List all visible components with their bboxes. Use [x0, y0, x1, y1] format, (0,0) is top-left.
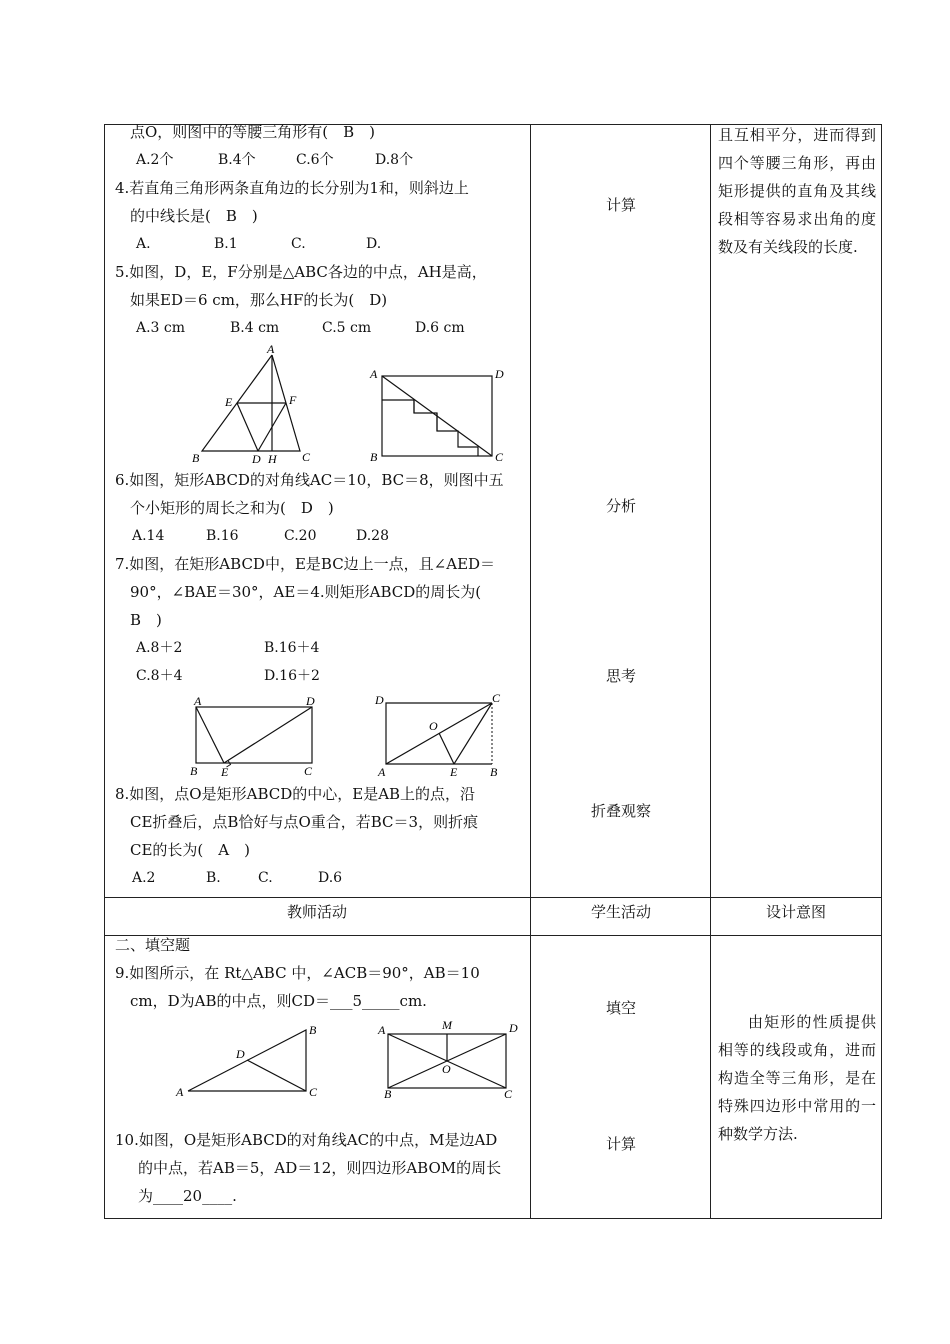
fig8-crease-ce: [454, 703, 492, 764]
q8-line-3: CE的长为( A ): [130, 841, 250, 859]
q4-line-1: 4.若直角三角形两条直角边的长分别为1和，则斜边上: [115, 179, 469, 197]
q5-option-b: B.4 cm: [230, 320, 280, 336]
q6-line-1: 6.如图，矩形ABCD的对角线AC＝10，BC＝8，则图中五: [115, 471, 504, 489]
q7-line-3: B ): [130, 611, 162, 629]
design-intent-2: [718, 1008, 876, 1148]
fig9-label-d: D: [236, 1047, 245, 1061]
student-activity-calc: 计算: [605, 196, 636, 214]
q6-option-d: D.28: [356, 528, 389, 544]
fig10-label-c: C: [504, 1087, 513, 1100]
design-intent-1-text: 且互相平分，进而得到四个等腰三角形，再由矩形提供的直角及其线段相等容易求出角的度数及有关线段的长度.: [718, 126, 876, 256]
fig8-label-e: E: [450, 765, 458, 779]
q7-line-2: 90°，∠BAE＝30°，AE＝4.则矩形ABCD的周长为(: [130, 583, 482, 601]
fig8-label-o: O: [429, 719, 438, 733]
header-teacher-activity: 教师活动: [286, 903, 347, 921]
fig8-label-b: B: [490, 765, 498, 779]
q7-line-1: 7.如图，在矩形ABCD中，E是BC边上一点，且∠AED＝: [115, 555, 496, 573]
design-intent-1: [718, 121, 876, 261]
q5-line-2: 如果ED＝6 cm，那么HF的长为( D): [130, 291, 388, 309]
q4-option-c: C.: [291, 236, 306, 252]
fig5-label-e: E: [225, 395, 233, 409]
figure-q5-triangle: [190, 343, 320, 465]
fig5-label-a: A: [267, 343, 275, 356]
q4-option-d: D.: [366, 236, 382, 252]
fig7-label-b: B: [190, 764, 198, 778]
q4-line-2: 的中线长是( B ): [130, 207, 258, 225]
q8-option-d: D.6: [318, 870, 343, 886]
q7-option-d: D.16＋2: [264, 668, 320, 684]
fig6-label-d: D: [495, 367, 504, 381]
figure-q6-rectangle: [365, 363, 513, 465]
q6-option-b: B.16: [206, 528, 239, 544]
q8-option-b: B.: [206, 870, 221, 886]
q7-option-c: C.8＋4: [136, 668, 183, 684]
student-activity-calc-2: 计算: [605, 1135, 636, 1153]
fig9-label-a: A: [176, 1085, 184, 1099]
table-bottom-border: [104, 1218, 882, 1219]
fig10-label-o: O: [442, 1062, 451, 1076]
q10-line-1: 10.如图，O是矩形ABCD的对角线AC的中点，M是边AD: [115, 1131, 498, 1149]
q5-option-d: D.6 cm: [415, 320, 465, 336]
q8-line-1: 8.如图，点O是矩形ABCD的中心，E是AB上的点，沿: [115, 785, 476, 803]
student-activity-fill: 填空: [605, 999, 636, 1017]
fig5-label-f: F: [289, 393, 297, 407]
q6-line-2: 个小矩形的周长之和为( D ): [130, 499, 334, 517]
fig10-label-d: D: [509, 1021, 518, 1035]
fig7-label-d: D: [306, 695, 315, 708]
figure-q9-right-triangle: [170, 1018, 330, 1100]
fig10-label-a: A: [378, 1023, 386, 1037]
q10-line-2: 的中点，若AB＝5，AD＝12，则四边形ABOM的周长: [138, 1159, 502, 1177]
q9-line-2: cm，D为AB的中点，则CD＝___5_____cm.: [130, 992, 427, 1010]
fig7-label-c: C: [304, 764, 313, 778]
fig8-label-d: D: [375, 693, 384, 707]
q8-line-2: CE折叠后，点B恰好与点O重合，若BC＝3，则折痕: [130, 813, 479, 831]
header-bottom-border: [104, 935, 882, 936]
fig10-label-m: M: [442, 1018, 452, 1032]
fig7-rectangle: [196, 707, 312, 763]
q6-option-c: C.20: [284, 528, 317, 544]
fig6-label-b: B: [370, 450, 378, 464]
q4-option-a: A.: [136, 236, 151, 252]
fig7-segment-ae: [196, 707, 224, 763]
figure-q10-rectangle: [372, 1016, 522, 1100]
fig8-label-a: A: [378, 765, 386, 779]
q9-line-1: 9.如图所示，在 Rt△ABC 中，∠ACB＝90°，AB＝10: [115, 964, 480, 982]
fig5-label-d: D: [252, 452, 261, 465]
q10-line-3: 为____20____.: [138, 1187, 237, 1205]
q3-option-a: A.2个: [136, 152, 174, 168]
fig10-label-b: B: [384, 1087, 392, 1100]
q8-option-a: A.2: [132, 870, 156, 886]
student-activity-analyze: 分析: [605, 497, 636, 515]
fig5-label-c: C: [302, 450, 311, 464]
fig5-label-h: H: [268, 452, 277, 465]
fig7-label-e: E: [221, 765, 229, 779]
q7-option-a: A.8＋2: [136, 640, 183, 656]
q3-tail-text: 点O，则图中的等腰三角形有( B ): [130, 123, 376, 141]
fig8-segment-oe: [439, 733, 454, 764]
q5-option-a: A.3 cm: [136, 320, 186, 336]
header-top-border: [104, 897, 882, 898]
fig9-label-c: C: [309, 1085, 318, 1099]
fig7-label-a: A: [194, 695, 202, 708]
fig9-median-cd: [247, 1060, 306, 1091]
q3-option-c: C.6个: [296, 152, 334, 168]
fig6-label-a: A: [370, 367, 378, 381]
fig6-label-c: C: [495, 450, 504, 464]
header-student-activity: 学生活动: [590, 903, 651, 921]
design-intent-2-text: 由矩形的性质提供相等的线段或角，进而构造全等三角形，是在特殊四边形中常用的一种数学方法.: [718, 1013, 876, 1143]
fig9-label-b: B: [309, 1023, 317, 1037]
figure-q7-rectangle: [186, 695, 322, 781]
fig5-label-b: B: [192, 451, 200, 465]
q3-option-b: B.4个: [218, 152, 256, 168]
q3-option-d: D.8个: [375, 152, 414, 168]
student-activity-think: 思考: [605, 667, 636, 685]
fig6-staircase: [382, 400, 478, 456]
q8-option-c: C.: [258, 870, 273, 886]
section2-title: 二、填空题: [115, 936, 191, 954]
fig5-segment-ed: [237, 403, 258, 451]
q7-option-b: B.16＋4: [264, 640, 320, 656]
fig8-label-c: C: [492, 691, 501, 705]
table-left-border: [104, 124, 105, 1219]
fig7-segment-ed: [224, 707, 312, 763]
q5-line-1: 5.如图，D，E，F分别是△ABC各边的中点，AH是高，: [115, 263, 487, 281]
table-right-border: [881, 124, 882, 1219]
header-design-intent: 设计意图: [765, 903, 826, 921]
q4-option-b: B.1: [214, 236, 238, 252]
q5-option-c: C.5 cm: [322, 320, 372, 336]
figure-q8-fold: [372, 690, 512, 782]
q6-option-a: A.14: [132, 528, 165, 544]
student-activity-fold: 折叠观察: [590, 802, 651, 820]
